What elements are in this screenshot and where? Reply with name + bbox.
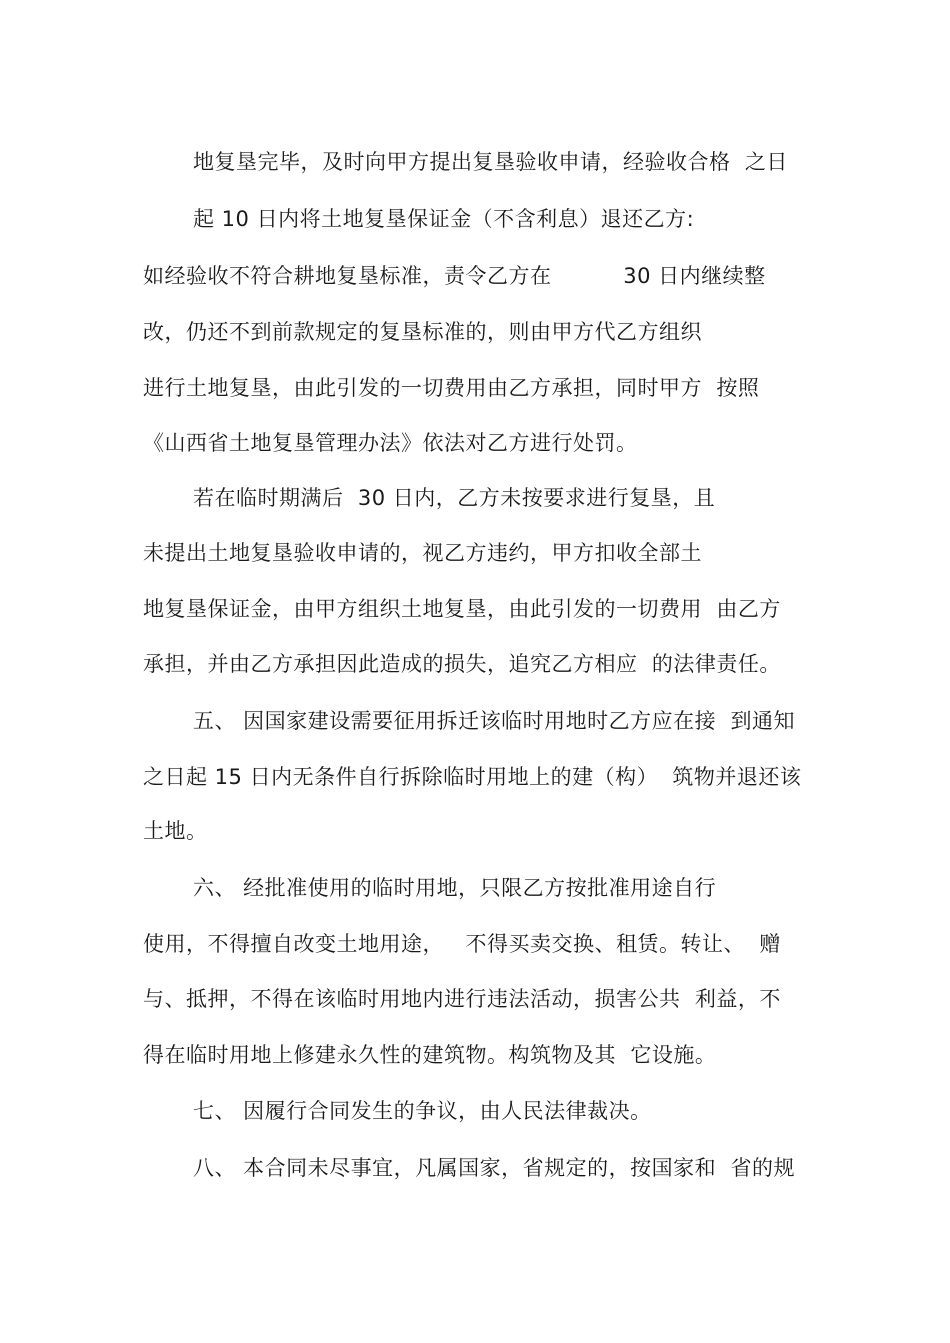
text-line-11: 五、 因国家建设需要征用拆迁该临时用地时乙方应在接 到通知 xyxy=(193,709,796,733)
text-line-10: 承担，并由乙方承担因此造成的损失，追究乙方相应 的法律责任。 xyxy=(143,652,781,676)
text-line-1: 地复垦完毕，及时向甲方提出复垦验收申请，经验收合格 之日 xyxy=(193,150,788,174)
text-line-18: 七、 因履行合同发生的争议，由人民法律裁决。 xyxy=(193,1099,652,1123)
text-line-14: 六、 经批准使用的临时用地，只限乙方按批准用途自行 xyxy=(193,876,717,900)
text-line-2: 起 10 日内将土地复垦保证金（不含利息）退还乙方: xyxy=(193,207,695,231)
text-line-6: 《山西省土地复垦管理办法》依法对乙方进行处罚。 xyxy=(143,431,638,455)
text-line-3: 如经验收不符合耕地复垦标准，责令乙方在 30 日内继续整 xyxy=(143,264,766,288)
text-line-17: 得在临时用地上修建永久性的建筑物。构筑物及其 它设施。 xyxy=(143,1043,717,1067)
text-line-15: 使用，不得擅自改变土地用途， 不得买卖交换、租赁。转让、 赠 xyxy=(143,932,781,956)
text-line-16: 与、抵押，不得在该临时用地内进行违法活动，损害公共 利益，不 xyxy=(143,987,781,1011)
text-line-5: 进行土地复垦，由此引发的一切费用由乙方承担，同时甲方 按照 xyxy=(143,376,760,400)
text-line-9: 地复垦保证金，由甲方组织土地复垦，由此引发的一切费用 由乙方 xyxy=(143,597,781,621)
text-line-13: 土地。 xyxy=(143,819,208,843)
text-line-4: 改，仍还不到前款规定的复垦标准的，则由甲方代乙方组织 xyxy=(143,320,702,344)
text-line-7: 若在临时期满后 30 日内，乙方未按要求进行复垦，且 xyxy=(193,486,716,510)
text-line-19: 八、 本合同未尽事宜，凡属国家，省规定的，按国家和 省的规 xyxy=(193,1156,796,1180)
text-line-8: 未提出土地复垦验收申请的，视乙方违约，甲方扣收全部土 xyxy=(143,541,702,565)
text-line-12: 之日起 15 日内无条件自行拆除临时用地上的建（构） 筑物并退还该 xyxy=(143,765,802,789)
